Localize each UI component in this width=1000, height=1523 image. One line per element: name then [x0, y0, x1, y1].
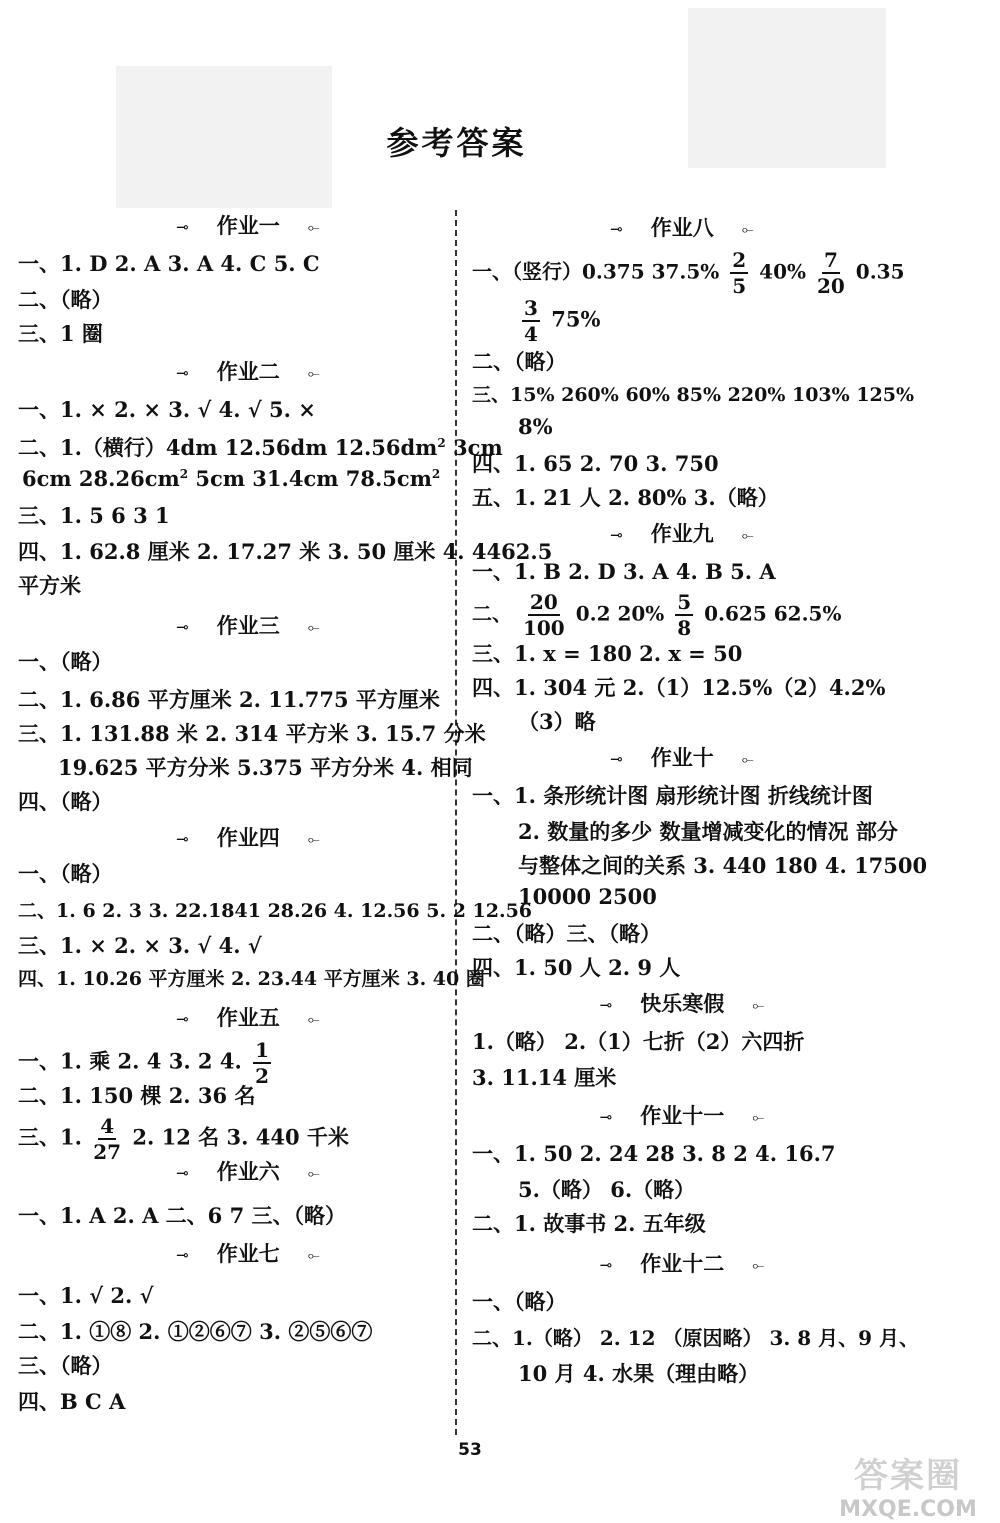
fraction: $\frac{4}{27}$ — [93, 1114, 122, 1164]
answer-line: 三、（略） — [18, 1353, 113, 1378]
ornament-icon: ⟜ — [741, 750, 754, 768]
answer-line: 三、1. 131.88 米 2. 314 平方米 3. 15.7 分米 — [18, 721, 486, 746]
section-heading: ⊸ 作业七 ⟜ — [176, 1242, 320, 1266]
answer-line: 二、1.（横行）4dm 12.56dm $12.56dm^2$ 3cm — [18, 435, 503, 460]
answer-line: $\frac{3}{4}$ 75% — [524, 296, 601, 346]
answer-line: 5.（略） 6.（略） — [518, 1177, 696, 1202]
ornament-icon: ⊸ — [599, 1108, 613, 1126]
answer-line: 8% — [518, 414, 553, 439]
answer-line: 三、1. × 2. × 3. √ 4. √ — [18, 933, 262, 958]
answer-line: 一、1. 50 2. 24 28 3. 8 2 4. 16.7 — [472, 1141, 836, 1166]
ornament-icon: ⊸ — [176, 218, 189, 236]
answer-line: 三、1. $\frac{4}{27}$ 2. 12 名 3. 440 千米 — [18, 1114, 349, 1164]
answer-line: 一、1. √ 2. √ — [18, 1283, 154, 1308]
answer-line: 3. 11.14 厘米 — [472, 1065, 617, 1090]
answer-line: （3）略 — [518, 709, 596, 734]
ornament-icon: ⟜ — [752, 996, 765, 1014]
ornament-icon: ⟜ — [741, 526, 754, 544]
answer-line: 一、（略） — [18, 649, 113, 674]
ornament-icon: ⟜ — [752, 1108, 765, 1126]
section-heading: ⊸ 作业九 ⟜ — [610, 522, 754, 546]
answer-line: 二、 $\frac{20}{100}$ 0.2 20% $\frac{5}{8}$ 0.625 62.5% — [472, 590, 842, 640]
answer-line: 一、1. A 2. A 二、6 7 三、（略） — [18, 1203, 347, 1228]
section-heading: ⊸ 作业五 ⟜ — [176, 1006, 320, 1030]
ornament-icon: ⟜ — [307, 218, 320, 236]
fraction: $\frac{5}{8}$ — [677, 590, 692, 640]
answer-line: 一、（略） — [472, 1289, 567, 1314]
answer-line: 二、（略） — [18, 287, 113, 312]
ornament-icon: ⟜ — [307, 618, 320, 636]
ornament-icon: ⊸ — [610, 526, 623, 544]
answer-line: 三、1. x = 180 2. x = 50 — [472, 641, 743, 666]
answer-line: 一、1. × 2. × 3. √ 4. √ 5. × — [18, 397, 316, 422]
answer-line: 二、1. ①⑧ 2. ①②⑥⑦ 3. ②⑤⑥⑦ — [18, 1319, 373, 1344]
ornament-icon: ⊸ — [610, 750, 623, 768]
answer-line: 2. 数量的多少 数量增减变化的情况 部分 — [518, 819, 898, 844]
answer-line: 6cm $28.26cm^2$ 5cm 31.4cm $78.5cm^2$ — [22, 466, 441, 491]
answer-line: 1.（略） 2.（1）七折（2）六四折 — [472, 1029, 805, 1054]
section-heading: ⊸ 快乐寒假 ⟜ — [599, 992, 765, 1016]
ornament-icon: ⟜ — [307, 1010, 320, 1028]
fraction: $\frac{7}{20}$ — [816, 248, 845, 298]
ornament-icon: ⊸ — [176, 364, 189, 382]
answer-line: 一、1. 乘 2. 4 3. 2 4. $\frac{1}{2}$ — [18, 1038, 270, 1088]
ornament-icon: ⊸ — [599, 1256, 613, 1274]
answer-line: 一、1. 条形统计图 扇形统计图 折线统计图 — [472, 783, 873, 808]
section-heading: ⊸ 作业三 ⟜ — [176, 614, 320, 638]
answer-line: 四、B C A — [18, 1389, 126, 1414]
ornament-icon: ⊸ — [176, 1010, 189, 1028]
answer-line: 10 月 4. 水果（理由略） — [518, 1361, 760, 1386]
answer-line: 二、1. 故事书 2. 五年级 — [472, 1211, 706, 1236]
ornament-icon: ⊸ — [176, 618, 189, 636]
answer-line: 三、1 圈 — [18, 321, 103, 346]
answer-line: 三、15% 260% 60% 85% 220% 103% 125% — [472, 384, 915, 406]
section-heading: ⊸ 作业六 ⟜ — [176, 1160, 320, 1184]
answer-line: 19.625 平方分米 5.375 平方分米 4. 相同 — [58, 755, 473, 780]
answer-line: 一、（略） — [18, 861, 113, 886]
ornament-icon: ⟜ — [752, 1256, 765, 1274]
page-title: 参考答案 — [386, 124, 527, 162]
section-heading: ⊸ 作业二 ⟜ — [176, 360, 320, 384]
section-heading: ⊸ 作业八 ⟜ — [610, 216, 754, 240]
answer-line: 与整体之间的关系 3. 440 180 4. 17500 — [518, 853, 928, 878]
answer-line: 二、1. 150 棵 2. 36 名 — [18, 1083, 256, 1108]
answer-line: 二、（略） — [472, 349, 567, 374]
page-number: 53 — [458, 1440, 482, 1460]
answer-line: 四、1. 50 人 2. 9 人 — [472, 955, 681, 980]
section-heading: ⊸ 作业四 ⟜ — [176, 826, 320, 850]
answer-line: 一、（竖行）0.375 37.5% $\frac{2}{5}$ 40% $\frac{7}{20}$ 0.35 — [472, 248, 905, 298]
fraction: $\frac{3}{4}$ — [524, 296, 538, 346]
ornament-icon: ⊸ — [176, 1164, 189, 1182]
ornament-icon: ⊸ — [599, 996, 613, 1014]
answer-line: 10000 2500 — [518, 884, 657, 909]
answer-line: 二、（略）三、（略） — [472, 921, 661, 946]
answer-line: 二、1.（略） 2. 12 （原因略） 3. 8 月、9 月、 — [472, 1326, 920, 1350]
answer-line: 四、1. 65 2. 70 3. 750 — [472, 451, 719, 476]
answer-line: 四、（略） — [18, 789, 113, 814]
watermark-logo: 答案圈 MXQE.COM — [839, 1456, 977, 1522]
section-heading: ⊸ 作业十 ⟜ — [610, 746, 754, 770]
ornament-icon: ⊸ — [176, 830, 189, 848]
section-heading: ⊸ 作业十二 ⟜ — [599, 1252, 765, 1276]
answer-line: 一、1. B 2. D 3. A 4. B 5. A — [472, 559, 776, 584]
ornament-icon: ⟜ — [307, 1246, 320, 1264]
section-heading: ⊸ 作业一 ⟜ — [176, 214, 320, 238]
answer-line: 四、1. 304 元 2.（1）12.5%（2）4.2% — [472, 675, 886, 700]
column-divider — [455, 210, 457, 1435]
answer-line: 五、1. 21 人 2. 80% 3.（略） — [472, 485, 779, 510]
answer-line: 平方米 — [18, 573, 81, 598]
fraction: $\frac{20}{100}$ — [522, 590, 565, 640]
fraction: $\frac{2}{5}$ — [732, 248, 747, 298]
section-heading: ⊸ 作业十一 ⟜ — [599, 1104, 765, 1128]
ornament-icon: ⟜ — [307, 364, 320, 382]
fraction: $\frac{1}{2}$ — [255, 1038, 270, 1088]
answer-line: 一、1. D 2. A 3. A 4. C 5. C — [18, 251, 320, 276]
answer-line: 四、1. 10.26 平方厘米 2. 23.44 平方厘米 3. 40 圈 — [18, 968, 485, 990]
ornament-icon: ⟜ — [307, 830, 320, 848]
answer-line: 二、1. 6.86 平方厘米 2. 11.775 平方厘米 — [18, 687, 440, 712]
answer-line: 四、1. 62.8 厘米 2. 17.27 米 3. 50 厘米 4. 4462.5 — [18, 539, 553, 564]
ornament-icon: ⟜ — [741, 220, 754, 238]
ornament-icon: ⊸ — [610, 220, 623, 238]
answer-line: 二、1. 6 2. 3 3. 22.1841 28.26 4. 12.56 5. 2 12.56 — [18, 900, 533, 922]
ornament-icon: ⟜ — [307, 1164, 320, 1182]
answer-line: 三、1. 5 6 3 1 — [18, 503, 170, 528]
ornament-icon: ⊸ — [176, 1246, 189, 1264]
